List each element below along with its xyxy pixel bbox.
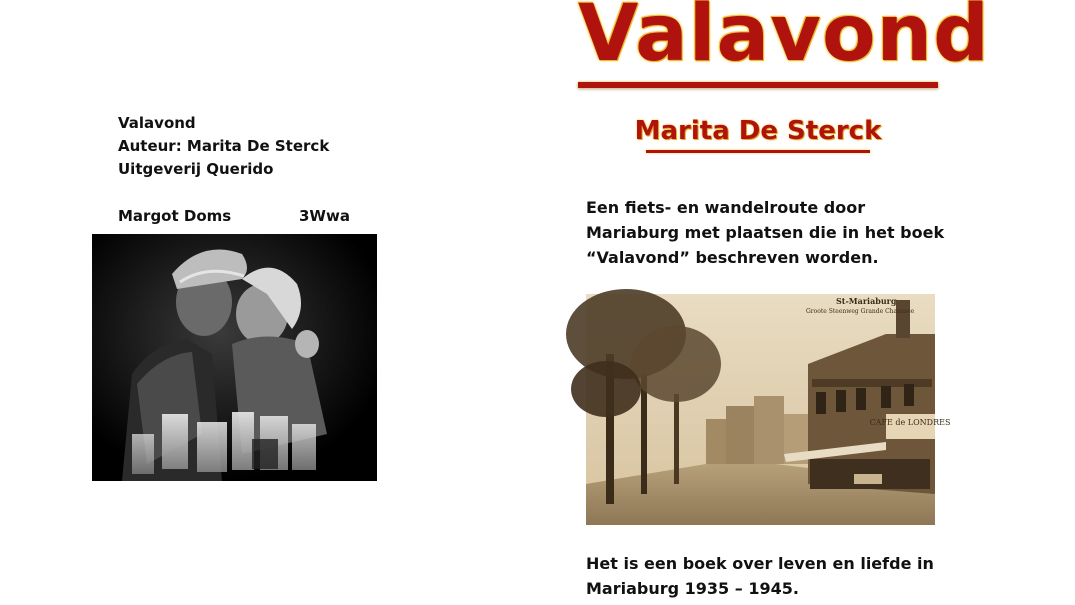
page-title: Valavond [578,0,990,79]
author-subtitle: Marita De Sterck [634,116,882,146]
mariaburg-postcard [586,294,951,525]
student-name: Margot Doms [118,207,232,225]
student-class: 3Wwa [299,207,350,225]
book-author-line: Auteur: Marita De Sterck [118,137,330,155]
postcard-illustration [586,294,951,525]
kissing-couple-photo [92,234,377,481]
postcard-caption-sub: Groote Steenweg Grande Chaussée [806,308,915,315]
postcard-caption-title: St-Mariaburg [836,296,897,306]
book-info [118,112,329,181]
closing-line: Het is een boek over leven en liefde in [586,554,934,573]
subtitle-underline [646,150,870,153]
book-publisher-line: Uitgeverij Querido [118,160,274,178]
intro-paragraph [586,195,946,270]
byline [118,205,378,228]
title-underline [578,82,938,88]
closing-paragraph [586,551,966,601]
intro-line: “Valavond” beschreven worden. [586,248,879,267]
book-title-line: Valavond [118,114,196,132]
intro-line: Mariaburg met plaatsen die in het boek [586,223,945,242]
postcard-shop-sign: CAFE de LONDRES [869,418,951,427]
intro-line: Een fiets- en wandelroute door [586,198,866,217]
closing-line: Mariaburg 1935 – 1945. [586,579,799,598]
couple-photo-illustration [92,234,377,481]
